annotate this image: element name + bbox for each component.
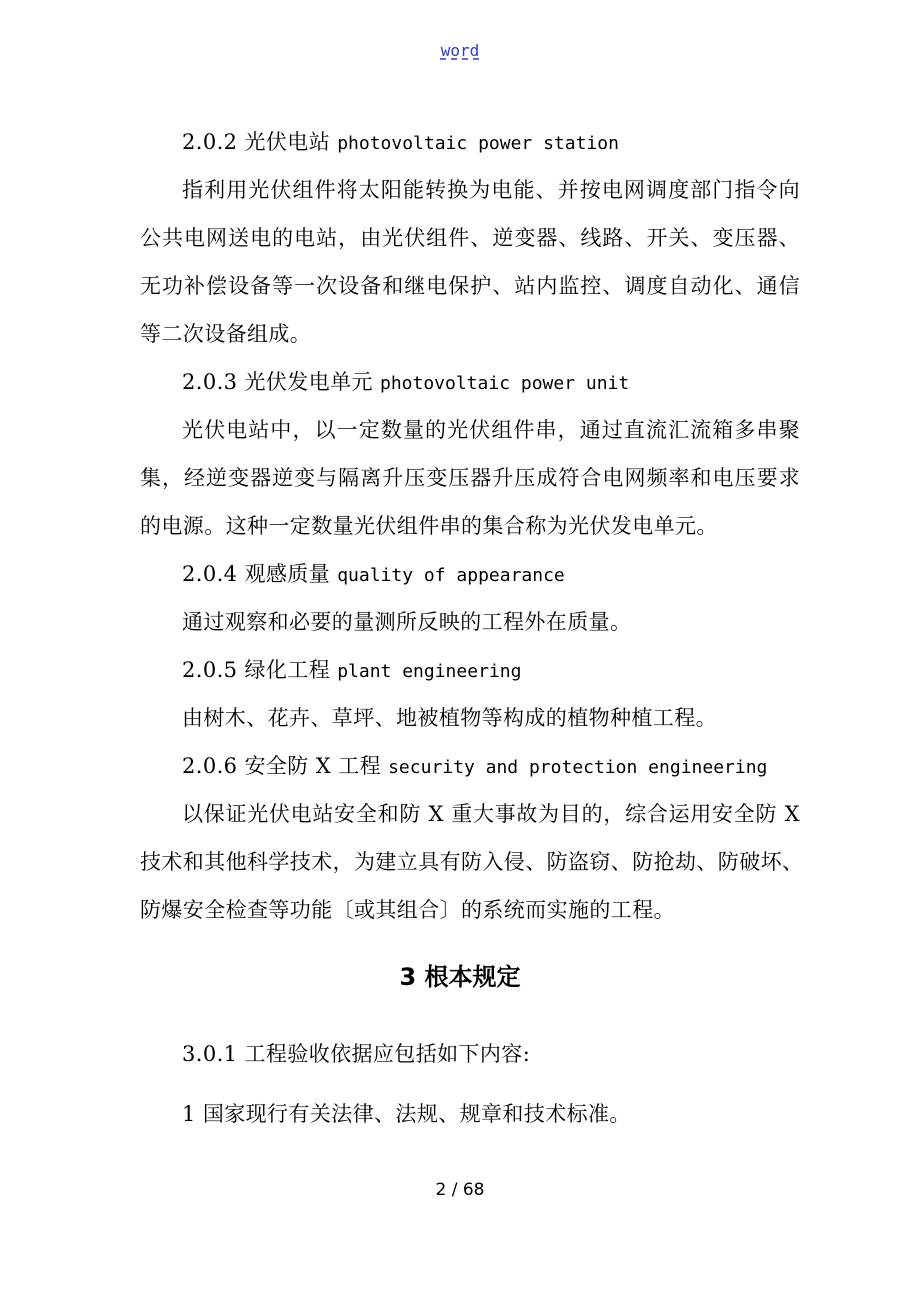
paragraph-line: 等二次设备组成。 xyxy=(140,322,312,346)
clause-3-0-1-item-1: 1 国家现行有关法律、法规、规章和技术标准。 xyxy=(182,1102,631,1126)
term-2-0-4 xyxy=(140,550,800,598)
clause-3-0-1-title: 3.0.1 工程验收依据应包括如下内容: xyxy=(182,1042,531,1066)
term-2-0-6-english: security and protection engineering xyxy=(388,757,768,778)
term-2-0-3 xyxy=(140,358,800,406)
header-word-link[interactable]: word xyxy=(440,41,480,60)
term-2-0-3-english: photovoltaic power unit xyxy=(379,373,630,394)
term-2-0-4-english: quality of appearance xyxy=(337,565,565,586)
term-2-0-6-label: 2.0.6 安全防 X 工程 xyxy=(182,754,389,778)
paragraph-line: 防爆安全检查等功能〔或其组合〕的系统而实施的工程。 xyxy=(140,898,675,922)
term-2-0-2 xyxy=(140,118,800,166)
paragraph-line: 公共电网送电的电站，由光伏组件、逆变器、线路、开关、变压器、 xyxy=(140,226,800,250)
definitions-body xyxy=(140,118,804,934)
term-2-0-3-label: 2.0.3 光伏发电单元 xyxy=(182,370,380,394)
paragraph-line: 指利用光伏组件将太阳能转换为电能、并按电网调度部门指令向 xyxy=(182,178,800,202)
paragraph-line: 由树木、花卉、草坪、地被植物等构成的植物种植工程。 xyxy=(182,706,717,730)
term-2-0-6 xyxy=(140,742,800,790)
paragraph-line: 集，经逆变器逆变与隔离升压变压器升压成符合电网频率和电压要求 xyxy=(140,466,800,490)
chapter-heading: 3 根本规定 xyxy=(399,963,521,991)
term-2-0-2-english: photovoltaic power station xyxy=(337,133,619,154)
paragraph-line: 的电源。这种一定数量光伏组件串的集合称为光伏发电单元。 xyxy=(140,514,718,538)
term-2-0-5-label: 2.0.5 绿化工程 xyxy=(182,658,338,682)
paragraph-line: 技术和其他科学技术，为建立具有防入侵、防盗窃、防抢劫、防破坏、 xyxy=(140,850,804,874)
term-2-0-4-label: 2.0.4 观感质量 xyxy=(182,562,338,586)
term-2-0-5-english: plant engineering xyxy=(337,661,522,682)
term-2-0-5 xyxy=(140,646,800,694)
basic-provisions-body xyxy=(140,1024,800,1144)
paragraph-line: 无功补偿设备等一次设备和继电保护、站内监控、调度自动化、通信 xyxy=(140,274,800,298)
term-2-0-2-label: 2.0.2 光伏电站 xyxy=(182,130,338,154)
page-indicator: 2 / 68 xyxy=(435,1180,485,1200)
paragraph-line: 以保证光伏电站安全和防 X 重大事故为目的，综合运用安全防 X xyxy=(182,802,800,826)
paragraph-line: 通过观察和必要的量测所反映的工程外在质量。 xyxy=(182,610,632,634)
paragraph-line: 光伏电站中，以一定数量的光伏组件串，通过直流汇流箱多串聚 xyxy=(182,418,800,442)
